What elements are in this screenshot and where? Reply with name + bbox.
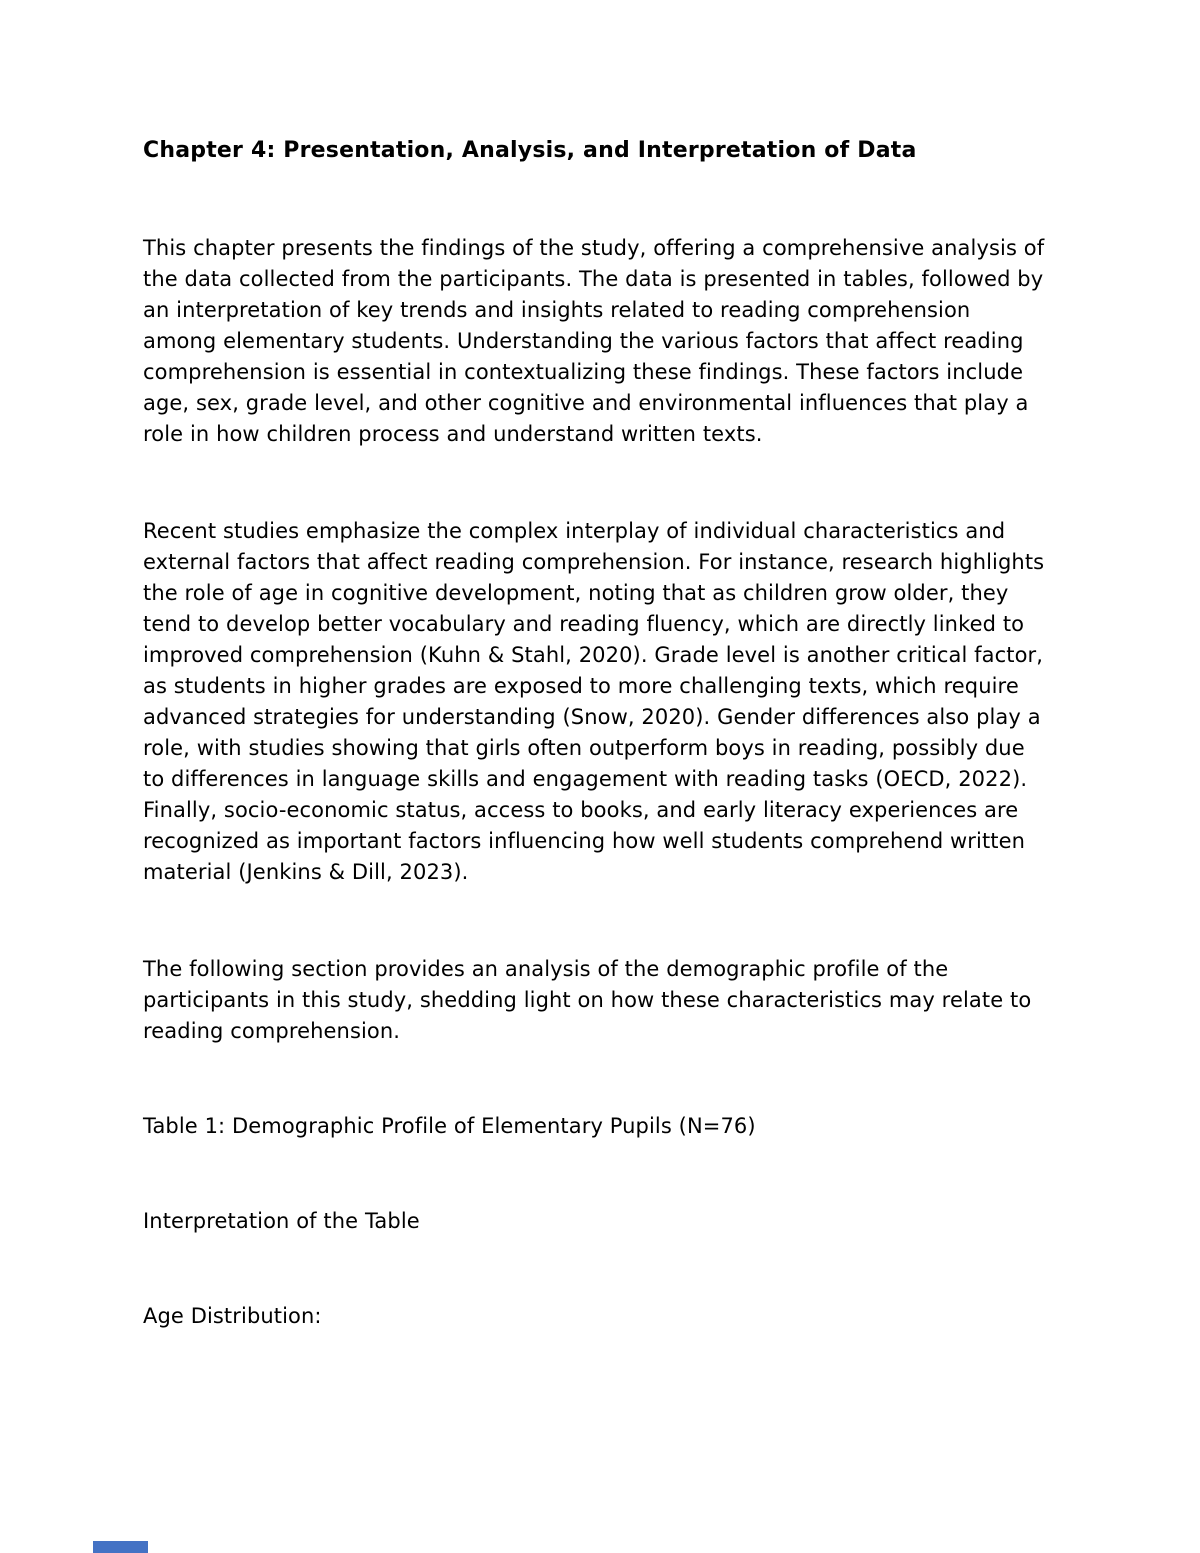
- interpretation-heading: Interpretation of the Table: [143, 1209, 420, 1233]
- cutoff-table-fragment: [93, 1541, 148, 1553]
- table-1-caption: Table 1: Demographic Profile of Elementary Pupils (N=76): [143, 1114, 756, 1138]
- paragraph-following-section: The following section provides an analysis of the demographic profile of the participants in this study, shedding light on how these characteristics may relate to reading comprehension.: [143, 957, 1032, 1043]
- age-distribution-heading: Age Distribution:: [143, 1304, 322, 1328]
- paragraph-recent-studies: Recent studies emphasize the complex interplay of individual characteristics and external factors that affect reading comprehension. For instance, research highlights the role of age in cognitive development, noting that as children grow older, they tend to develop better vocabulary and reading fluency, which are directly linked to improved comprehension (Kuhn & Stahl, 2020). Grade level is another critical factor, as students in higher grades are exposed to more challenging texts, which require advanced strategies for understanding (Snow, 2020). Gender differences also play a role, with studies showing that girls often outperform boys in reading, possibly due to differences in language skills and engagement with reading tasks (OECD, 2022). Finally, socio-economic status, access to books, and early literacy experiences are recognized as important factors influencing how well students comprehend written material (Jenkins & Dill, 2023).: [143, 519, 1045, 884]
- chapter-heading: Chapter 4: Presentation, Analysis, and Interpretation of Data: [143, 138, 917, 163]
- paragraph-introduction: This chapter presents the findings of the study, offering a comprehensive analysis of the data collected from the participants. The data is presented in tables, followed by an interpretation of key trends and insights related to reading comprehension among elementary students. Understanding the various factors that affect reading comprehension is essential in contextualizing these findings. These factors include age, sex, grade level, and other cognitive and environmental influences that play a role in how children process and understand written texts.: [143, 236, 1045, 446]
